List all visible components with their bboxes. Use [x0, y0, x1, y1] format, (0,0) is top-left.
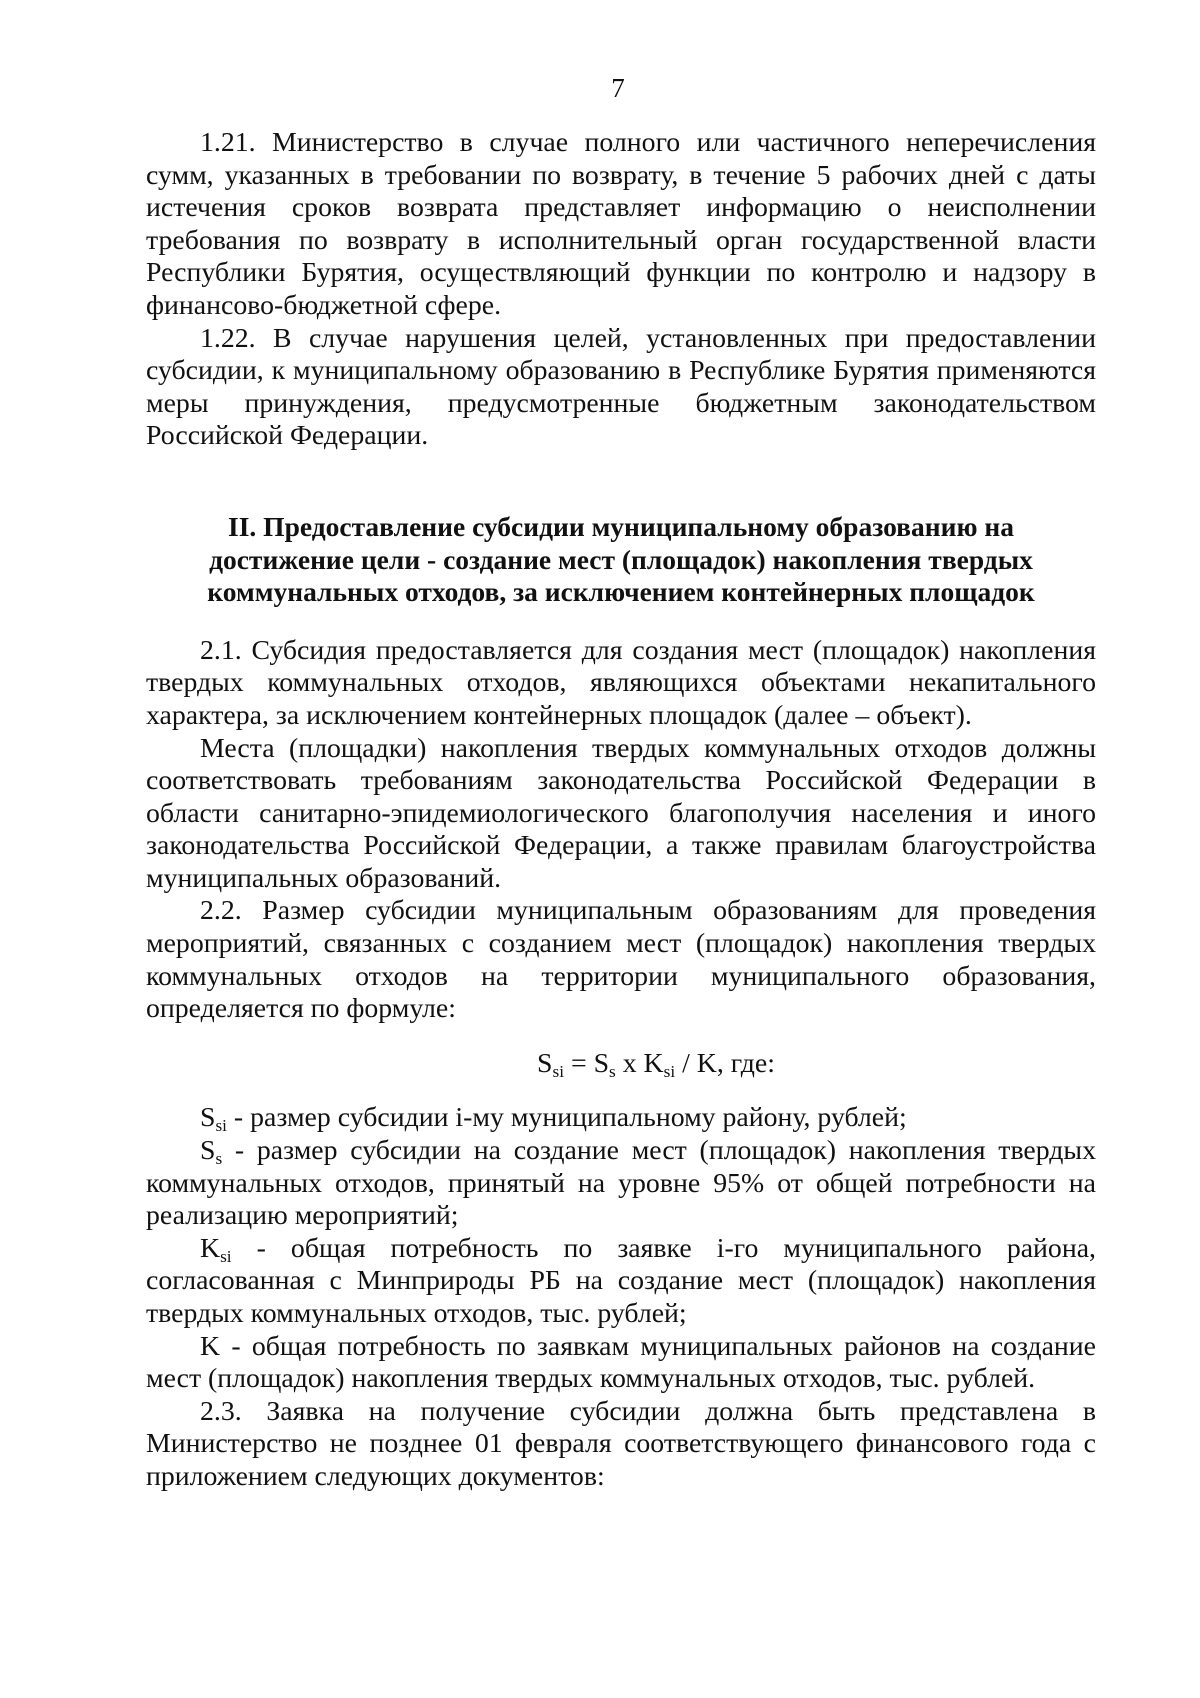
definition-subscript: si — [215, 1116, 227, 1136]
paragraph-1-22: 1.22. В случае нарушения целей, установленных при предоставлении субсидии, к муниципальному образованию в Республике Бурятия применяются меры принуждения, предусмотренные бюджетным законодательством Российской Федерации. — [146, 322, 1096, 452]
definition-text: - размер субсидии i-му муниципальному району, рублей; — [226, 1102, 907, 1134]
definition-symbol: S — [200, 1135, 216, 1167]
formula-s-subscript: s — [609, 1061, 616, 1081]
formula-times: x — [615, 1047, 644, 1079]
definition-text: - общая потребность по заявкам муниципальных районов на создание мест (площадок) накопления твердых коммунальных отходов, тыс. рублей. — [146, 1330, 1096, 1395]
formula-k-subscript: si — [663, 1061, 676, 1081]
formula-equals: = — [564, 1047, 594, 1079]
definition-symbol: K — [200, 1232, 221, 1264]
formula — [146, 1048, 1096, 1081]
definition-subscript: s — [215, 1148, 223, 1168]
formula-divide: / K, где: — [675, 1047, 775, 1079]
paragraph-1-21: 1.21. Министерство в случае полного или частичного неперечисления сумм, указанных в требовании по возврату, в течение 5 рабочих дней с даты истечения сроков возврата представляет информацию о неисполнении требования по возврату в исполнительный орган государственной власти Республики Бурятия, осуществляющий функции по контролю и надзору в финансово-бюджетной сфере. — [146, 127, 1096, 321]
formula-k: K — [643, 1047, 664, 1079]
formula-lhs: S — [537, 1047, 553, 1079]
formula-lhs-subscript: si — [552, 1061, 564, 1081]
paragraph-2-3: 2.3. Заявка на получение субсидии должна быть представлена в Министерство не позднее 01 февраля соответствующего финансового года с приложением следующих документов: — [146, 1395, 1096, 1492]
definition-k — [146, 1331, 1096, 1396]
document-body — [146, 127, 1096, 1494]
paragraph-2-2: 2.2. Размер субсидии муниципальным образованиям для проведения мероприятий, связанных с созданием мест (площадок) накопления твердых коммунальных отходов на территории муниципального образования, определяется по формуле: — [146, 895, 1096, 1025]
definition-text: - размер субсидии на создание мест (площадок) накопления твердых коммунальных отходов, принятый на уровне 95% от общей потребности на реализацию мероприятий; — [146, 1135, 1096, 1232]
paragraph-requirements: Места (площадки) накопления твердых коммунальных отходов должны соответствовать требованиям законодательства Российской Федерации в области санитарно-эпидемиологического благополучия населения и иного законодательства Российской Федерации, а также правилам благоустройства муниципальных образований. — [146, 732, 1096, 894]
definition-ksi — [146, 1233, 1096, 1331]
page-number: 7 — [611, 73, 625, 103]
paragraph-2-1: 2.1. Субсидия предоставляется для создания мест (площадок) накопления твердых коммунальных отходов, являющихся объектами некапитального характера, за исключением контейнерных площадок (далее – объект). — [146, 634, 1096, 731]
definition-symbol: K — [200, 1330, 221, 1362]
definition-symbol: S — [200, 1102, 216, 1134]
section-heading: II. Предоставление субсидии муниципальному образованию на достижение цели - создание мест (площадок) накопления твердых коммунальных отходов, за исключением контейнерных площадок — [207, 510, 1035, 608]
definition-ss — [146, 1135, 1096, 1233]
definition-text: - общая потребность по заявке i-го муниципального района, согласованная с Минприроды РБ на создание мест (площадок) накопления твердых коммунальных отходов, тыс. рублей; — [146, 1232, 1096, 1329]
definition-subscript: si — [220, 1246, 232, 1266]
definition-ssi — [146, 1102, 1096, 1135]
formula-s: S — [593, 1047, 610, 1079]
